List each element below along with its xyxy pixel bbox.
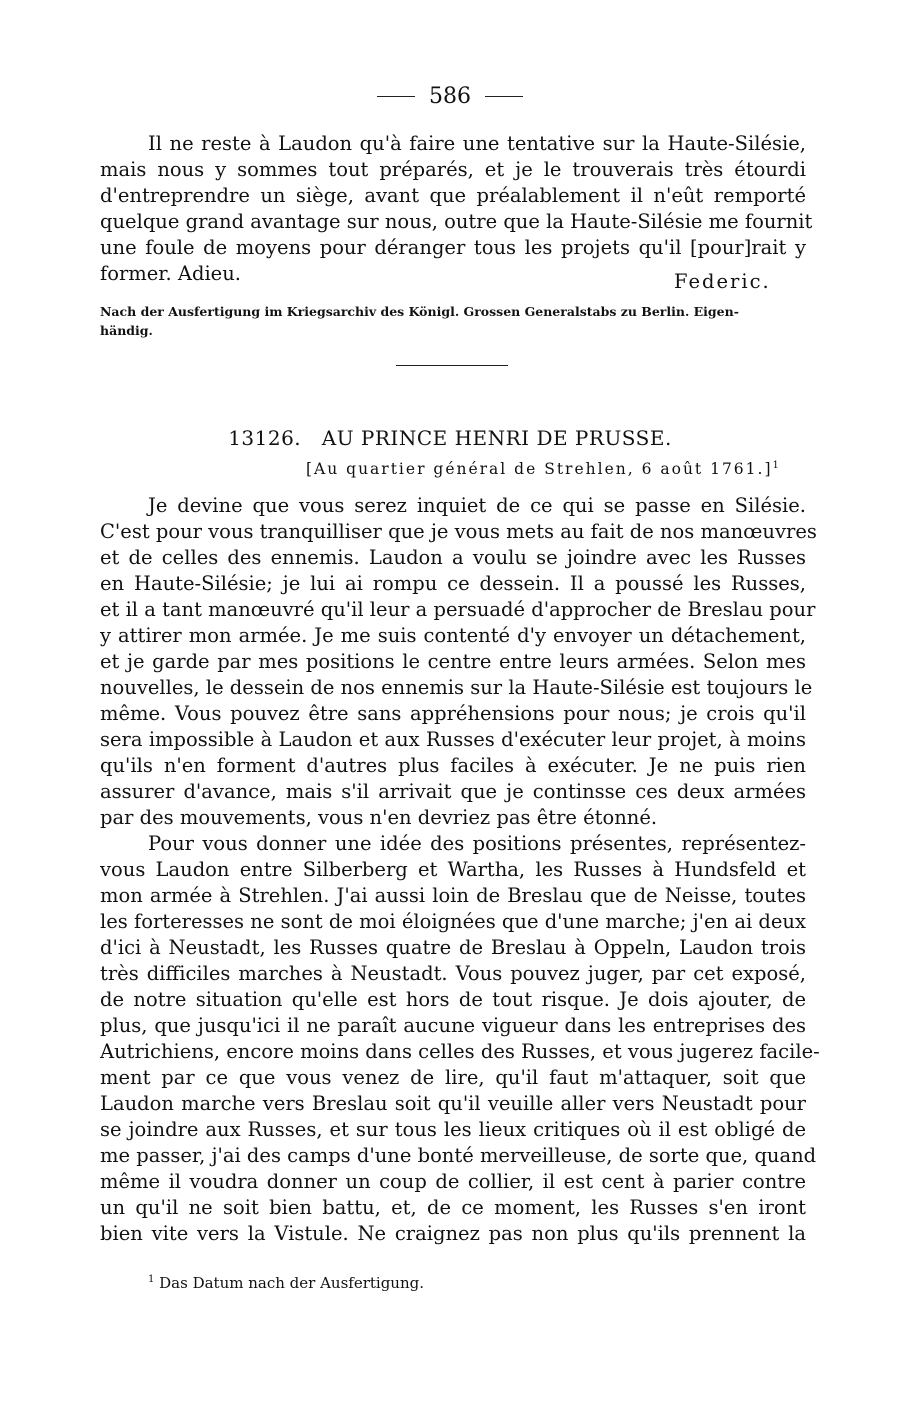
footnote-reference: 1 [772, 460, 781, 471]
text-line: les forteresses ne sont de moi éloignées que d'une marche; j'en ai deux [100, 910, 806, 933]
text-line: assurer d'avance, mais s'il arrivait que je continsse ces deux armées [100, 780, 806, 803]
text-line: sera impossible à Laudon et aux Russes d'exécuter leur projet, à moins [100, 728, 806, 751]
text-line: y attirer mon armée. Je me suis contenté d'y envoyer un détachement, [100, 624, 806, 647]
letter-number: 13126. [228, 426, 302, 450]
text-line: Autrichiens, encore moins dans celles des Russes, et vous jugerez facile- [100, 1040, 820, 1063]
letter-heading [0, 426, 900, 450]
text-line: en Haute-Silésie; je lui ai rompu ce dessein. Il a poussé les Russes, [100, 572, 806, 595]
text-line: une foule de moyens pour déranger tous les projets qu'il [pour]rait y [100, 236, 806, 259]
text-line: et il a tant manœuvré qu'il leur a persuadé d'approcher de Breslau pour [100, 598, 816, 621]
text-line: vous Laudon entre Silberberg et Wartha, les Russes à Hundsfeld et [100, 858, 806, 881]
text-line: qu'ils n'en forment d'autres plus faciles à exécuter. Je ne puis rien [100, 754, 806, 777]
text-line: de notre situation qu'elle est hors de tout risque. Je dois ajouter, de [100, 988, 806, 1011]
section-separator [396, 365, 508, 366]
text-line: Laudon marche vers Breslau soit qu'il veuille aller vers Neustadt pour [100, 1092, 806, 1115]
letter-title: AU PRINCE HENRI DE PRUSSE. [321, 426, 672, 450]
footnote-text: Das Datum nach der Ausfertigung. [159, 1274, 424, 1292]
footnote-mark: 1 [148, 1274, 155, 1285]
text-line: me passer, j'ai des camps d'une bonté merveilleuse, de sorte que, quand [100, 1144, 817, 1167]
text-line: un qu'il ne soit bien battu, et, de ce moment, les Russes s'en iront [100, 1196, 806, 1219]
page-header [0, 84, 900, 109]
header-rule-left [377, 96, 415, 97]
text-line: d'ici à Neustadt, les Russes quatre de Breslau à Oppeln, Laudon trois [100, 936, 806, 959]
text-line: et je garde par mes positions le centre entre leurs armées. Selon mes [100, 650, 806, 673]
dateline-text: [Au quartier général de Strehlen, 6 août 1761.] [306, 460, 773, 479]
text-line: même. Vous pouvez être sans appréhensions pour nous; je crois qu'il [100, 702, 806, 725]
text-line: et de celles des ennemis. Laudon a voulu se joindre avec les Russes [100, 546, 806, 569]
text-line: même il voudra donner un coup de collier, il est cent à parier contre [100, 1170, 806, 1193]
text-line: C'est pour vous tranquilliser que je vous mets au fait de nos manœuvres [100, 520, 817, 543]
text-line: Pour vous donner une idée des positions présentes, représentez- [148, 832, 806, 855]
text-line: Je devine que vous serez inquiet de ce qui se passe en Silésie. [148, 494, 806, 517]
text-line: former. Adieu. [100, 262, 241, 285]
text-line: se joindre aux Russes, et sur tous les lieux critiques où il est obligé de [100, 1118, 806, 1141]
text-line: Il ne reste à Laudon qu'à faire une tentative sur la Haute-Silésie, [148, 132, 806, 155]
text-line: nouvelles, le dessein de nos ennemis sur la Haute-Silésie est toujours le [100, 676, 813, 699]
text-line: d'entreprendre un siège, avant que préalablement il n'eût remporté [100, 184, 806, 207]
signature: Federic. [674, 270, 771, 293]
text-line: par des mouvements, vous n'en devriez pas être étonné. [100, 806, 658, 829]
text-line: quelque grand avantage sur nous, outre que la Haute-Silésie me fournit [100, 210, 813, 233]
text-line: très difficiles marches à Neustadt. Vous pouvez juger, par cet exposé, [100, 962, 806, 985]
footnote [148, 1274, 424, 1292]
text-line: ment par ce que vous venez de lire, qu'il faut m'attaquer, soit que [100, 1066, 806, 1089]
text-line: mon armée à Strehlen. J'ai aussi loin de Breslau que de Neisse, toutes [100, 884, 806, 907]
letter-dateline [306, 460, 781, 478]
text-line: mais nous y sommes tout préparés, et je le trouverais très étourdi [100, 158, 806, 181]
text-line: bien vite vers la Vistule. Ne craignez pas non plus qu'ils prennent la [100, 1222, 806, 1245]
source-note-line: Nach der Ausfertigung im Kriegsarchiv des Königl. Grossen Generalstabs zu Berlin. Eigen- [100, 304, 739, 319]
source-note-line: händig. [100, 323, 153, 338]
text-line: plus, que jusqu'ici il ne paraît aucune vigueur dans les entreprises des [100, 1014, 806, 1037]
page-number: 586 [429, 84, 471, 109]
header-rule-right [485, 96, 523, 97]
